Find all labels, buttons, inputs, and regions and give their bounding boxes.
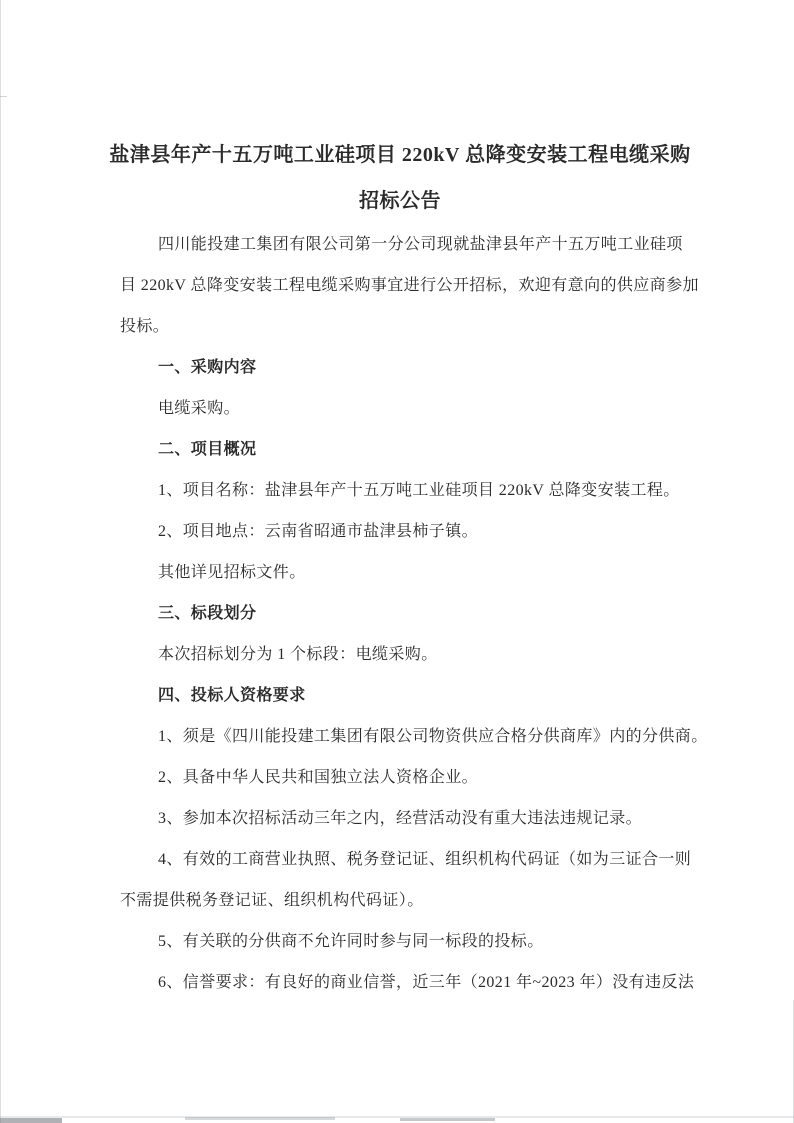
qualification-item-1: 1、须是《四川能投建工集团有限公司物资供应合格分供商库》内的分供商。 bbox=[158, 728, 708, 745]
scan-artifact-smudge bbox=[185, 1117, 335, 1120]
section-heading-procurement: 一、采购内容 bbox=[158, 359, 257, 376]
section-heading-overview: 二、项目概况 bbox=[158, 441, 257, 458]
section-heading-lots: 三、标段划分 bbox=[158, 605, 257, 622]
scan-artifact-left-edge bbox=[0, 0, 1, 1123]
lots-body: 本次招标划分为 1 个标段：电缆采购。 bbox=[158, 646, 438, 663]
scan-artifact-smudge bbox=[0, 1118, 62, 1123]
intro-paragraph-line-2: 目 220kV 总降变安装工程电缆采购事宜进行公开招标，欢迎有意向的供应商参加 bbox=[120, 277, 699, 294]
qualification-item-5: 5、有关联的分供商不允许同时参与同一标段的投标。 bbox=[158, 933, 544, 950]
qualification-item-2: 2、具备中华人民共和国独立法人资格企业。 bbox=[158, 769, 479, 786]
section-heading-qualifications: 四、投标人资格要求 bbox=[158, 687, 306, 704]
intro-paragraph-line-1: 四川能投建工集团有限公司第一分公司现就盐津县年产十五万吨工业硅项 bbox=[158, 236, 683, 253]
overview-note: 其他详见招标文件。 bbox=[158, 564, 306, 581]
overview-item-project-location: 2、项目地点：云南省昭通市盐津县柿子镇。 bbox=[158, 523, 479, 540]
procurement-body: 电缆采购。 bbox=[158, 400, 241, 417]
scan-artifact-bottom-streak bbox=[0, 1116, 794, 1118]
document-body bbox=[109, 132, 708, 1003]
qualification-item-4-line-2: 不需提供税务登记证、组织机构代码证）。 bbox=[120, 892, 424, 909]
qualification-item-3: 3、参加本次招标活动三年之内，经营活动没有重大违法违规记录。 bbox=[158, 810, 643, 827]
qualification-item-4-line-1: 4、有效的工商营业执照、税务登记证、组织机构代码证（如为三证合一则 bbox=[158, 851, 692, 868]
scan-artifact-smudge bbox=[400, 1118, 495, 1121]
scan-artifact-tick bbox=[0, 96, 7, 97]
document-title-line-1: 盐津县年产十五万吨工业硅项目 220kV 总降变安装工程电缆采购 bbox=[109, 144, 691, 166]
intro-paragraph-line-3: 投标。 bbox=[120, 318, 170, 335]
overview-item-project-name: 1、项目名称：盐津县年产十五万吨工业硅项目 220kV 总降变安装工程。 bbox=[158, 482, 680, 499]
qualification-item-6-line-1: 6、信誉要求：有良好的商业信誉，近三年（2021 年~2023 年）没有违反法 bbox=[158, 974, 695, 991]
document-title-line-2: 招标公告 bbox=[359, 190, 441, 212]
